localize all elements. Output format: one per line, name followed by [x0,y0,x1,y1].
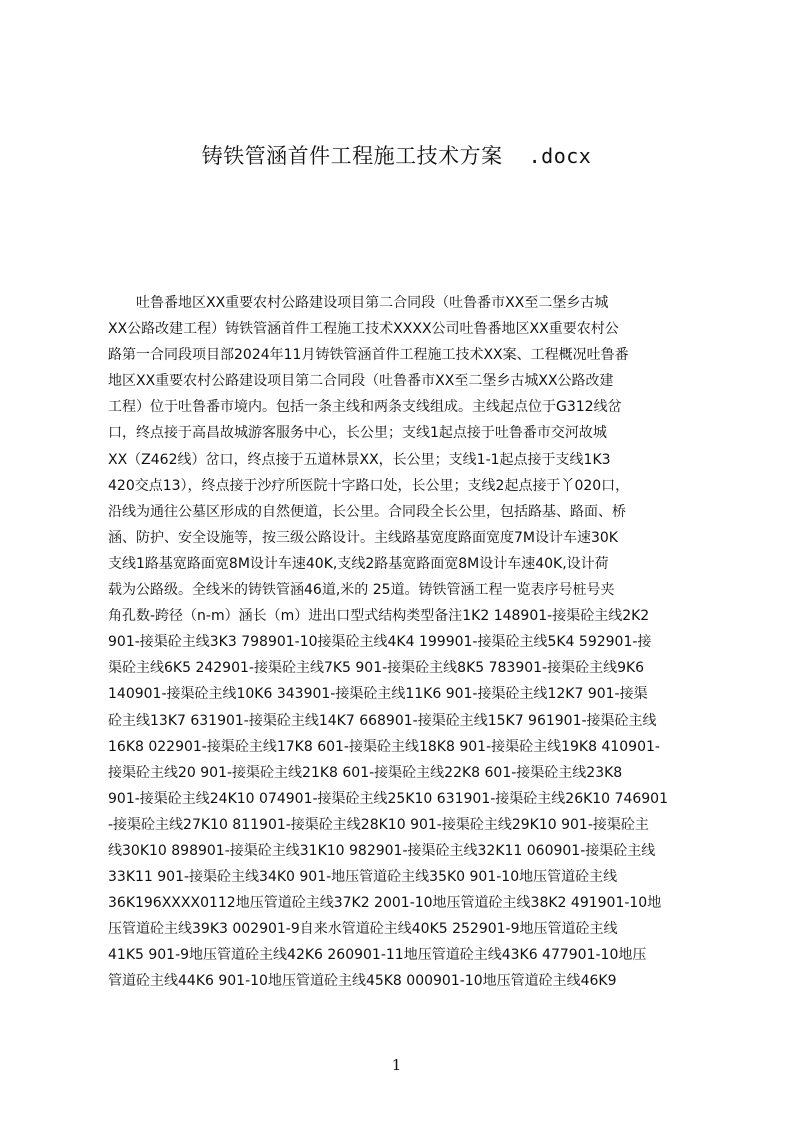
text-line: 渠砼主线6K5 242901-接渠砼主线7K5 901-接渠砼主线8K5 783901-接渠砼主线9K6 [108,660,645,677]
body-paragraph [108,290,700,995]
text-line: 线30K10 898901-接渠砼主线31K10 982901-接渠砼主线32K11 060901-接渠砼主线 [108,842,656,859]
text-line: 地区XX重要农村公路建设项目第二合同段（吐鲁番市XX至二堡乡古城XX公路改建 [108,373,614,390]
page-title [0,141,793,171]
text-line: 420交点13），终点接于沙疗所医院十字路口处，长公里；支线2起点接于丫020口， [108,477,630,494]
text-line: 口，终点接于高昌故城游客服务中心，长公里；支线1起点接于吐鲁番市交河故城 [108,425,607,442]
text-line: 路第一合同段项目部2024年11月铸铁管涵首件工程施工技术XX案、工程概况吐鲁番 [108,347,629,364]
text-line: -接渠砼主线27K10 811901-接渠砼主线28K10 901-接渠砼主线29K10 901-接渠砼主 [108,816,649,833]
text-line: 管道砼主线44K6 901-10地压管道砼主线45K8 000901-10地压管道砼主线46K9 [108,973,617,990]
title-text: 铸铁管涵首件工程施工技术方案 [201,144,503,168]
text-line: XX公路改建工程）铸铁管涵首件工程施工技术XXXX公司吐鲁番地区XX重要农村公 [108,321,619,338]
text-line: 砼主线13K7 631901-接渠砼主线14K7 668901-接渠砼主线15K7 961901-接渠砼主线 [108,712,657,729]
text-line: XX（Z462线）岔口，终点接于五道林景XX，长公里；支线1-1起点接于支线1K3 [108,451,611,468]
title-extension: .docx [528,144,592,168]
text-line: 工程）位于吐鲁番市境内。包括一条主线和两条支线组成。主线起点位于G312线岔 [108,399,622,416]
text-line: 接渠砼主线20 901-接渠砼主线21K8 601-接渠砼主线22K8 601-接渠砼主线23K8 [108,764,623,781]
text-line: 载为公路级。全线米的铸铁管涵46道,米的 25道。铸铁管涵工程一览表序号桩号夹 [108,582,615,599]
text-line: 33K11 901-接渠砼主线34K0 901-地压管道砼主线35K0 901-10地压管道砼主线 [108,869,618,886]
text-line: 压管道砼主线39K3 002901-9自来水管道砼主线40K5 252901-9地压管道砼主线 [108,921,618,938]
text-line: 140901-接渠砼主线10K6 343901-接渠砼主线11K6 901-接渠砼主线12K7 901-接渠 [108,686,648,703]
page-number: 1 [391,1056,402,1074]
text-line: 涵、防护、安全设施等，按三级公路设计。主线路基宽度路面宽度7M设计车速30K [108,529,618,546]
text-line: 沿线为通往公墓区形成的自然便道，长公里。合同段全长公里，包括路基、路面、桥 [108,503,626,520]
text-line: 901-接渠砼主线3K3 798901-10接渠砼主线4K4 199901-接渠砼主线5K4 592901-接 [108,634,652,651]
text-line: 16K8 022901-接渠砼主线17K8 601-接渠砼主线18K8 901-接渠砼主线19K8 410901- [108,738,660,755]
text-line: 角孔数-跨径（n-m）涵长（m）进出口型式结构类型备注1K2 148901-接渠砼主线2K2 [108,608,650,625]
text-line: 支线1路基宽路面宽8M设计车速40K,支线2路基宽路面宽8M设计车速40K,设计荷 [108,555,609,572]
text-line: 901-接渠砼主线24K10 074901-接渠砼主线25K10 631901-接渠砼主线26K10 746901 [108,790,668,807]
text-line: 41K5 901-9地压管道砼主线42K6 260901-11地压管道砼主线43K6 477901-10地压 [108,947,647,964]
text-line: 吐鲁番地区XX重要农村公路建设项目第二合同段（吐鲁番市XX至二堡乡古城 [108,295,609,311]
text-line: 36K196XXXX0112地压管道砼主线37K2 2001-10地压管道砼主线38K2 491901-10地 [108,895,662,912]
